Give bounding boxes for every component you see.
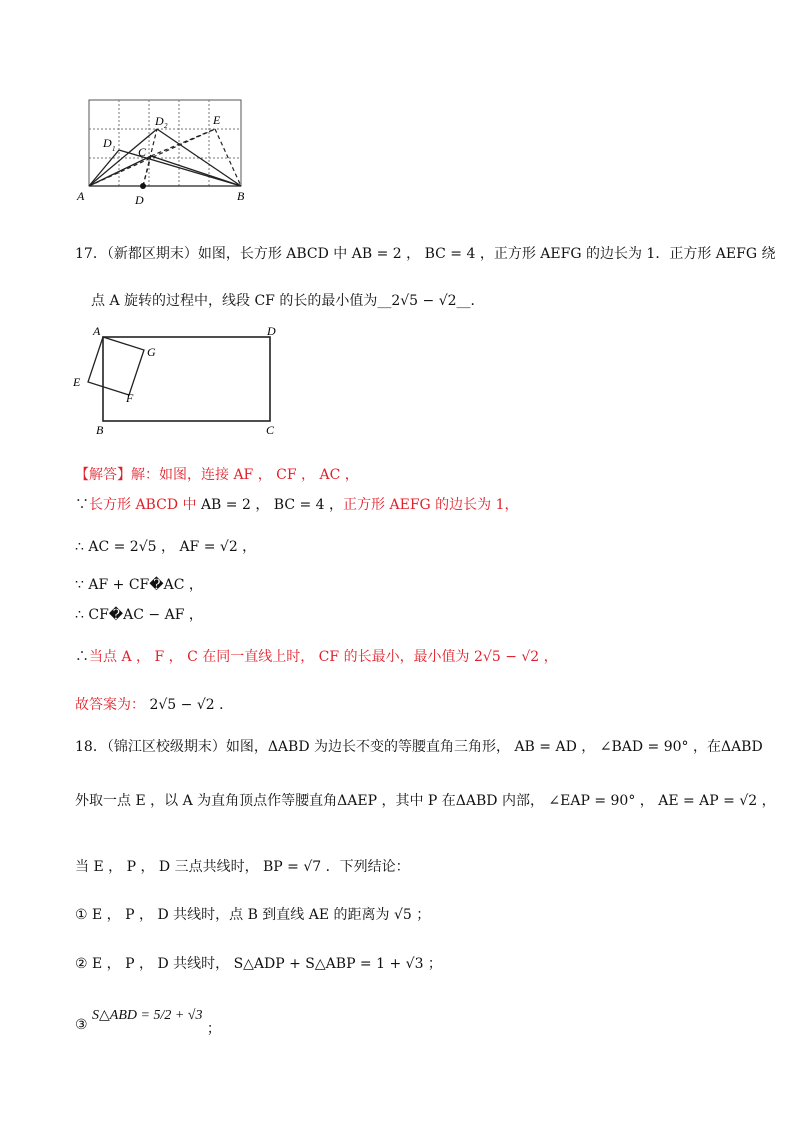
label-D1: D (103, 136, 112, 150)
label-E: E (213, 113, 221, 127)
q18-line3: 当 E ， P ， D 三点共线时， BP = √7 ．下列结论： (75, 859, 410, 875)
solution-conclusion: 当点 A ， F ， C 在同一直线上时， CF 的长最小，最小值为 2√5 − √2 ， (89, 649, 558, 665)
solution-line1 (75, 464, 359, 486)
label-D2-sub: 2 (164, 122, 168, 130)
solution-tag: 【解答】 (75, 467, 131, 483)
solution-line7 (75, 694, 233, 716)
q18-conclusion-3-expr: S△ABD = 5/2 + √3 (92, 1008, 203, 1023)
solution-given-1: 长方形 ABCD 中 (89, 497, 197, 513)
q18-conclusion-3-end: ； (206, 1021, 221, 1037)
q18-line2: 外取一点 E ，以 A 为直角顶点作等腰直角ΔAEP ，其中 P 在ΔABD 内部， ∠EAP = 90° ， AE = AP = √2 ， (75, 793, 776, 809)
label-F: F (126, 391, 134, 405)
solution-line4: ∵ AF + CF�AC ， (75, 577, 203, 593)
q17-line2: 点 A 旋转的过程中，线段 CF 的长的最小值为__2√5 − √2__． (91, 293, 485, 309)
label-D: D (135, 193, 144, 207)
therefore-symbol: ∴ (75, 649, 89, 665)
label-D1-sub: 1 (112, 145, 116, 153)
label-E: E (73, 375, 81, 389)
label-A: A (93, 324, 101, 338)
solution-line3: ∴ AC = 2√5 ， AF = √2 ， (75, 539, 257, 555)
label-C: C (266, 423, 275, 437)
label-B: B (96, 423, 104, 437)
solution-given-mid: AB = 2 ， BC = 4 ， (196, 497, 344, 513)
solution-line6 (75, 646, 558, 668)
label-B: B (237, 189, 245, 203)
q17-answer: 2√5 − √2 (391, 293, 457, 309)
answer-value: 2√5 − √2 ． (145, 697, 234, 713)
solution-given-2: 正方形 AEFG 的边长为 1， (343, 497, 519, 513)
q17-line2-pre: 点 A 旋转的过程中，线段 CF 的长的最小值为 (91, 293, 378, 309)
q18-conclusion-3 (75, 1004, 221, 1037)
q18-conclusion-2: ② E ， P ， D 共线时， S△ADP + S△ABP = 1 + √3 ； (75, 956, 442, 972)
because-symbol: ∵ (75, 497, 89, 513)
circled-number-3: ③ (75, 1017, 88, 1033)
label-D: D (267, 324, 276, 338)
label-G: G (147, 345, 156, 359)
answer-label: 故答案为： (75, 697, 145, 713)
solution-intro: 解：如图，连接 AF ， CF ， AC ， (131, 467, 359, 483)
label-C: C (138, 145, 147, 159)
q17-line1: 17．（新都区期末）如图，长方形 ABCD 中 AB = 2 ， BC = 4 ，正方形 AEFG 的边长为 1．正方形 AEFG 绕 (75, 246, 776, 262)
solution-line5: ∴ CF�AC − AF ， (75, 607, 203, 623)
label-A: A (77, 189, 85, 203)
solution-line2 (75, 494, 519, 516)
q18-conclusion-1: ① E ， P ， D 共线时，点 B 到直线 AE 的距离为 √5 ； (75, 907, 431, 923)
rectangle-figure (70, 320, 290, 438)
q18-line1: 18．（锦江区校级期末）如图，ΔABD 为边长不变的等腰直角三角形， AB = AD ， ∠BAD = 90° ，在ΔABD (75, 739, 763, 755)
q17-line2-post: ． (470, 293, 485, 309)
label-D2: D (155, 114, 164, 128)
grid-figure (75, 90, 255, 210)
